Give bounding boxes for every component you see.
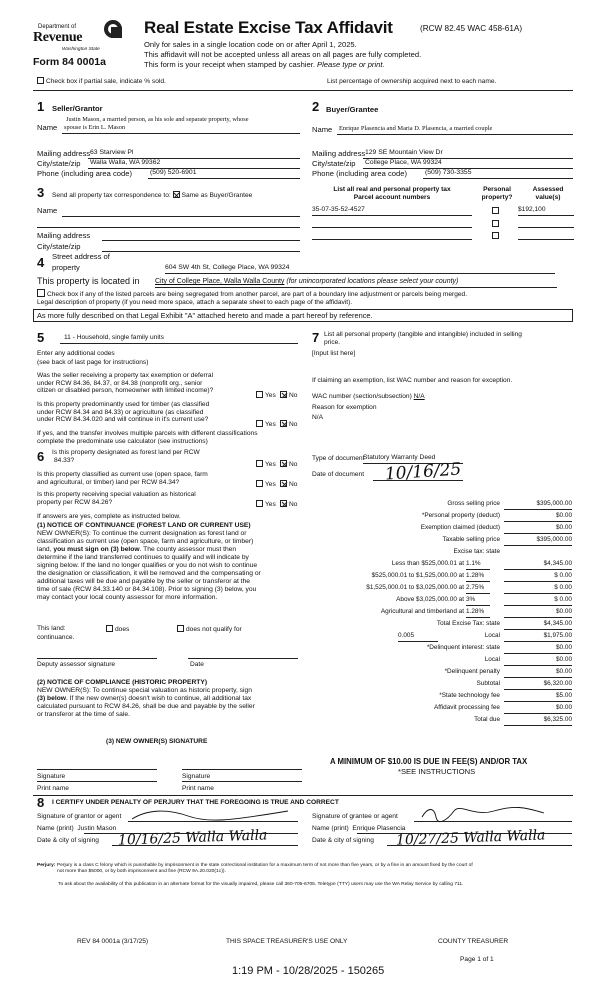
grantor-signature-field[interactable] — [128, 813, 298, 822]
header-line3: This form is your receipt when stamped by cashier. Please type or print. — [144, 60, 385, 69]
personal-property-text: List all personal property (tangible and intangible) included in selling price. — [324, 331, 522, 346]
reason-label: Reason for exemption — [312, 404, 377, 411]
buyer-phone-field[interactable]: (509) 730-3355 — [423, 169, 573, 179]
print-name-line-1[interactable] — [37, 781, 157, 782]
street-label-1: Street address of — [52, 252, 110, 261]
section-5-number: 5 — [37, 330, 45, 345]
grantor-date-field[interactable]: 10/16/25 Walla Walla — [117, 827, 268, 849]
parcel-number-field[interactable] — [312, 218, 472, 228]
delinquent-interest-local-row: Local $0.00 — [312, 655, 572, 667]
dept-line1: Department of — [38, 24, 77, 30]
grantee-name-field[interactable]: Enrique Plasencia — [352, 825, 406, 832]
does-qualify[interactable]: does — [106, 625, 129, 634]
corr-city-field[interactable] — [102, 242, 300, 252]
continuance-notice: (1) NOTICE OF CONTINUANCE (FOREST LAND OR CURRENT USE) NEW OWNER(S): To continue the current designation as forest land or classification as current use (open space, farm and agriculture, or timber) land, you must sign on (3) below. The county assessor must then determine if the land transferred continues to qualify and will indicate by signing below. If the land no longer qualifies or you do not wish to continue the designation or classification, it will be removed and the compensating or additional taxes will be due and payable by the seller or transferor at the time of sale (RCW 84.33.140 or 84.34.108). Prior to signing (3) below, you may contact your local county assessor for more information. — [37, 522, 261, 602]
if-yes-note: If answers are yes, complete as instructed below. — [37, 513, 181, 520]
seller-phone-field[interactable]: (509) 520-6901 — [148, 169, 300, 179]
exemption-claim-text: If claiming an exemption, list WAC number and reason for exception. — [312, 377, 513, 384]
corr-city-label: City/state/zip — [37, 242, 81, 251]
personal-property-row: *Personal property (deduct) $0.00 — [312, 511, 572, 523]
legal-description-field[interactable]: As more fully described on that Legal Exhibit "A" attached hereto and made a part hereof by reference. — [33, 309, 573, 322]
assessed-value-field[interactable]: $192,100 — [518, 206, 574, 216]
seller-name-line1: Justin Mason, a married person, as his sole and separate property, whose — [66, 116, 249, 123]
section-2-number: 2 — [312, 99, 320, 114]
buyer-mail-label: Mailing address — [312, 149, 366, 158]
corr-name-field[interactable] — [62, 207, 300, 217]
land-use-code-field[interactable]: 11 - Household, single family units — [60, 334, 298, 344]
seller-name-label: Name — [37, 123, 58, 132]
seller-city-field[interactable]: Walla Walla, WA 99362 — [88, 159, 300, 169]
buyer-city-label: City/state/zip — [312, 159, 356, 168]
does-not-qualify[interactable]: does not qualify for — [177, 625, 242, 634]
forest-no[interactable]: No — [280, 460, 297, 469]
total-due-row: Total due $6,325.00 — [312, 715, 572, 727]
predominate-use-note: If yes, and the transfer involves multiple parcels with different classifications complete the predominate use calculator (see instructions) — [37, 430, 258, 445]
grantor-signature-mark — [128, 807, 298, 823]
current-use-no[interactable]: No — [280, 480, 297, 489]
new-owner-signature-heading: (3) NEW OWNER(S) SIGNATURE — [106, 738, 208, 745]
print-name-label-2: Print name — [182, 785, 214, 792]
grantee-signature-label: Signature of grantee or agent — [312, 813, 398, 820]
correspondence-text: Send all property tax correspondence to: Same as Buyer/Grantee — [52, 192, 253, 199]
doc-type-field[interactable]: Statutory Warranty Deed — [363, 454, 463, 464]
seller-mail-label: Mailing address — [37, 149, 91, 158]
corr-name-line2[interactable] — [37, 220, 300, 228]
tier-2-field[interactable]: $ 0.00 — [504, 572, 572, 582]
revenue-swoosh-icon — [104, 20, 122, 38]
segregated-row: Check box if any of the listed parcels are being segregated from another parcel, are part of a boundary line adjustment or parcels being merged. — [37, 289, 467, 299]
personal-property-field[interactable]: $0.00 — [504, 512, 572, 522]
agricultural-field[interactable]: $0.00 — [504, 608, 572, 618]
signature-label-1: Signature — [37, 773, 66, 780]
gross-selling-price-field[interactable]: $395,000.00 — [504, 500, 572, 510]
tier-3-field[interactable]: $ 0.00 — [504, 584, 572, 594]
delinquent-penalty-field[interactable]: $0.00 — [504, 668, 572, 678]
tier-1-field[interactable]: $4,345.00 — [504, 560, 572, 570]
personal-property-checkbox[interactable] — [492, 207, 501, 216]
doc-date-field[interactable]: 10/16/25 — [384, 459, 462, 485]
local-row: 0.005 Local $1,975.00 — [312, 631, 572, 643]
parcel-number-field[interactable] — [312, 230, 472, 240]
total-excise-state-field[interactable]: $4,345.00 — [504, 620, 572, 630]
exemption-question: Was the seller receiving a property tax exemption or deferral under RCW 84.36, 84.37, or 84.38 (nonprofit org., senior citizen or disabled person, homeowner with limited income)? — [37, 372, 214, 395]
continuance-label: continuance. — [37, 634, 75, 641]
parcel-number-field[interactable]: 35-07-35-52-4527 — [312, 206, 472, 216]
grantee-date-label: Date & city of signing — [312, 837, 374, 844]
buyer-heading: Buyer/Grantee — [326, 105, 379, 114]
form-number: Form 84 0001a — [33, 56, 106, 68]
assessed-value-field[interactable] — [518, 230, 574, 240]
perjury-notice: Perjury: Perjury is a class C felony which is punishable by imprisonment in the state correctional institution for a maximum term of not more than five years, or by a fine in an amount fixed by the court of not more than $5000, or by both imprisonment and fine (RCW 9A.20.020(1c)). — [37, 863, 473, 874]
total-excise-state-row: Total Excise Tax: state $4,345.00 — [312, 619, 572, 631]
grantee-name-row: Name (print) Enrique Plasencia — [312, 825, 406, 832]
affidavit-fee-row: Affidavit processing fee $0.00 — [312, 703, 572, 715]
see-instructions-note: *SEE INSTRUCTIONS — [398, 767, 476, 776]
delinquent-interest-state-field[interactable]: $0.00 — [504, 644, 572, 654]
divider — [33, 795, 573, 796]
deputy-label: Deputy assessor signature — [37, 661, 116, 668]
buyer-city-field[interactable]: College Place, WA 99324 — [363, 159, 573, 169]
page-number: Page 1 of 1 — [460, 956, 494, 963]
subtotal-row: Subtotal $6,320.00 — [312, 679, 572, 691]
tier-4-field[interactable]: $ 0.00 — [504, 596, 572, 606]
assessed-col-header: Assessed value(s) — [532, 186, 564, 201]
grantor-name-field[interactable]: Justin Mason — [77, 825, 117, 832]
buyer-mail-field[interactable]: 129 SE Mountain View Dr — [363, 149, 573, 159]
wac-field[interactable]: N/A — [413, 393, 425, 400]
local-tax-field[interactable]: $1,975.00 — [504, 632, 572, 642]
revision-label: REV 84 0001a (3/17/25) — [77, 938, 149, 945]
current-use-yes[interactable]: Yes — [256, 480, 276, 489]
seller-name-field[interactable]: spouse is Erin L. Mason — [62, 124, 300, 134]
codes-label-2: (see back of last page for instructions) — [37, 359, 149, 366]
partial-sale-checkbox[interactable] — [37, 77, 44, 84]
grantee-signature-field[interactable] — [414, 813, 572, 822]
list-percentage-note: List percentage of ownership acquired next to each name. — [327, 78, 497, 85]
corr-mail-field[interactable] — [102, 231, 300, 241]
section-7-number: 7 — [312, 330, 320, 345]
this-land-label: This land: — [37, 625, 66, 632]
exemption-no[interactable]: No — [280, 391, 297, 400]
print-name-label-1: Print name — [37, 785, 69, 792]
header-line2: This affidavit will not be accepted unless all areas on all pages are fully completed. — [144, 50, 422, 59]
partial-sale: Check box if partial sale, indicate % sold. — [37, 77, 166, 86]
personal-property-checkbox[interactable] — [492, 232, 501, 241]
seller-mail-field[interactable]: 63 Starview Pl — [88, 149, 300, 159]
historic-no[interactable]: No — [280, 500, 297, 509]
parcel-col-header: List all real and personal property tax Parcel account numbers — [333, 186, 451, 201]
tier-4-row: Above $3,025,000.00 at 3% $ 0.00 — [312, 595, 572, 607]
technology-fee-row: *State technology fee $5.00 — [312, 691, 572, 703]
same-as-buyer-checkbox[interactable] — [173, 191, 180, 198]
header-line1: Only for sales in a single location code on or after April 1, 2025. — [144, 40, 357, 49]
total-due-field[interactable]: $6,325.00 — [504, 716, 572, 726]
forest-yes[interactable]: Yes — [256, 460, 276, 469]
section-4-number: 4 — [37, 255, 45, 270]
street-label-2: property — [52, 263, 80, 272]
timber-question: Is this property predominantly used for timber (as classified under RCW 84.34 and 84.33) or agriculture (as classified under RCW 84.34.020 and will continue in it's current use? — [37, 401, 210, 424]
taxable-selling-price-field[interactable]: $395,000.00 — [504, 536, 572, 546]
section-1-number: 1 — [37, 99, 45, 114]
exemption-claimed-row: Exemption claimed (deduct) $0.00 — [312, 523, 572, 535]
print-name-line-2[interactable] — [182, 781, 302, 782]
technology-fee-field[interactable]: $5.00 — [504, 692, 572, 702]
doc-date-label: Date of document — [312, 471, 365, 478]
alternate-format-note: To ask about the availability of this publication in an alternate format for the visually impaired, please call 360-705-6705. Teletype (TTY) users may use the WA Relay Service by calling 711. — [58, 882, 464, 887]
exemption-claimed-field[interactable]: $0.00 — [504, 524, 572, 534]
tier-1-row: Less than $525,000.01 at 1.1% $4,345.00 — [312, 559, 572, 571]
current-use-question: Is this property classified as current use (open space, farm and agricultural, or timber) land per RCW 84.34? — [37, 471, 208, 486]
located-label: This property is located in — [37, 276, 140, 286]
timber-yes[interactable]: Yes — [256, 420, 276, 429]
wac-row: WAC number (section/subsection) N/A — [312, 393, 425, 400]
segregated-checkbox[interactable] — [37, 289, 45, 297]
tier-2-row: $525,000.01 to $1,525,000.00 at 1.28% $ 0.00 — [312, 571, 572, 583]
assessed-value-field[interactable] — [518, 218, 574, 228]
grantor-date-label: Date & city of signing — [37, 837, 99, 844]
section-6-number: 6 — [37, 449, 45, 464]
personal-property-checkbox[interactable] — [492, 220, 501, 229]
new-owner-signature-2[interactable] — [182, 762, 302, 770]
buyer-name-label: Name — [312, 125, 333, 134]
delinquent-penalty-row: *Delinquent penalty $0.00 — [312, 667, 572, 679]
affidavit-fee-field[interactable]: $0.00 — [504, 704, 572, 714]
seller-phone-label: Phone (including area code) — [37, 169, 132, 178]
new-owner-signature-1[interactable] — [37, 762, 157, 770]
local-rate-field[interactable]: 0.005 — [398, 632, 438, 642]
deputy-date-label: Date — [190, 661, 204, 668]
gross-selling-price-row: Gross selling price $395,000.00 — [312, 499, 572, 511]
located-field[interactable]: City of College Place, Walla Walla County (for unincorporated locations please select your county) — [155, 278, 459, 285]
reason-field[interactable]: N/A — [312, 414, 323, 421]
minimum-due-note: A MINIMUM OF $10.00 IS DUE IN FEE(S) AND/OR TAX — [330, 757, 528, 766]
located-underline — [155, 278, 557, 288]
signature-label-2: Signature — [182, 773, 211, 780]
dept-line2: Revenue — [33, 30, 83, 45]
corr-mail-label: Mailing address — [37, 231, 91, 240]
dept-line3: Washington State — [62, 47, 100, 52]
form-statute: (RCW 82.45 WAC 458-61A) — [420, 24, 523, 33]
deputy-date-field[interactable] — [188, 651, 298, 659]
historic-yes[interactable]: Yes — [256, 500, 276, 509]
delinquent-interest-state-row: *Delinquent interest: state $0.00 — [312, 643, 572, 655]
treasurer-use-label: THIS SPACE TREASURER'S USE ONLY — [226, 938, 348, 945]
section-8-number: 8 — [37, 795, 45, 810]
section-3-number: 3 — [37, 185, 45, 200]
codes-label-1: Enter any additional codes — [37, 350, 115, 357]
legal-description-label: Legal description of property (if you need more space, attach a separate sheet to each page of the affidavit). — [37, 299, 353, 306]
county-treasurer-label: COUNTY TREASURER — [438, 938, 509, 945]
grantor-signature-label: Signature of grantor or agent — [37, 813, 122, 820]
seller-city-label: City/state/zip — [37, 159, 81, 168]
compliance-notice: (2) NOTICE OF COMPLIANCE (HISTORIC PROPERTY) NEW OWNER(S): To continue special valuation as historic property, sign (3) below. If the new owner(s) doesn't wish to continue, all additional tax calculated pursuant to RCW 84.26, shall be due and payable by the seller or transferor at the time of sale. — [37, 679, 255, 719]
delinquent-interest-local-field[interactable]: $0.00 — [504, 656, 572, 666]
seller-heading: Seller/Grantor — [52, 104, 103, 113]
buyer-phone-label: Phone (including area code) — [312, 169, 407, 178]
personal-property-input[interactable]: [Input list here] — [312, 350, 356, 357]
divider — [33, 90, 573, 91]
exemption-yes[interactable]: Yes — [256, 391, 276, 400]
form-title: Real Estate Excise Tax Affidavit — [144, 18, 393, 37]
certify-text: I CERTIFY UNDER PENALTY OF PERJURY THAT THE FOREGOING IS TRUE AND CORRECT — [52, 799, 339, 806]
dor-logo — [28, 18, 128, 58]
doc-type-label: Type of document — [312, 455, 365, 462]
timber-no[interactable]: No — [280, 420, 297, 429]
grantor-name-row: Name (print) Justin Mason — [37, 825, 117, 832]
historic-question: Is this property receiving special valuation as historical property per RCW 84.26? — [37, 491, 196, 506]
street-address-field[interactable]: 604 SW 4th St, College Place, WA 99324 — [165, 264, 555, 274]
grantee-date-field[interactable]: 10/27/25 Walla Walla — [395, 827, 546, 849]
personal-col-header: Personal property? — [481, 186, 513, 201]
forest-question: Is this property designated as forest land per RCW 84.33? — [52, 449, 200, 464]
agricultural-row: Agricultural and timberland at 1.28% $0.00 — [312, 607, 572, 619]
buyer-name-field[interactable]: Enrique Plasencia and Maria D. Plasencia, a married couple — [337, 125, 573, 135]
grantee-signature-mark — [414, 803, 572, 823]
subtotal-field[interactable]: $6,320.00 — [504, 680, 572, 690]
deputy-signature-field[interactable] — [37, 651, 157, 659]
excise-state-row: Excise tax: state — [453, 548, 500, 555]
recording-stamp: 1:19 PM - 10/28/2025 - 150265 — [232, 965, 385, 977]
tier-3-row: $1,525,000.01 to $3,025,000.00 at 2.75% $ 0.00 — [312, 583, 572, 595]
corr-name-label: Name — [37, 206, 58, 215]
taxable-selling-price-row: Taxable selling price $395,000.00 — [312, 535, 572, 547]
